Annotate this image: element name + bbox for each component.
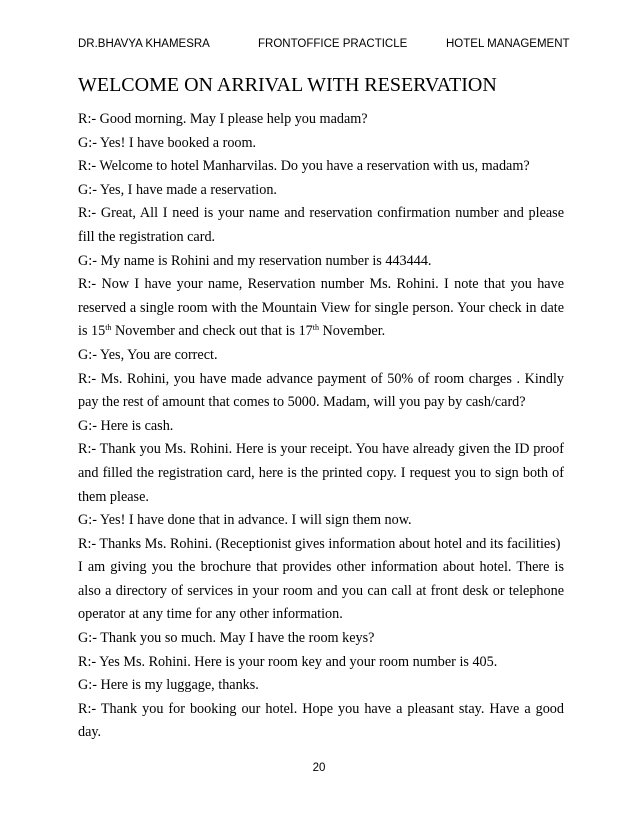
dialogue-line: R:- Thank you Ms. Rohini. Here is your receipt. You have already given the ID proof and filled the registration card, here is the printed copy. I request you to sign both of them please. [78, 441, 564, 505]
dialogue-line: G:- Here is cash. [78, 417, 174, 434]
dialogue-line [78, 273, 564, 344]
header-subject: FRONTOFFICE PRACTICLE [258, 38, 408, 50]
header-author: DR.BHAVYA KHAMESRA [78, 38, 210, 50]
dialogue-line: R:- Thanks Ms. Rohini. (Receptionist gives information about hotel and its facilities) [78, 535, 561, 552]
dialogue-line: G:- Yes, I have made a reservation. [78, 181, 277, 198]
dialogue-line: R:- Thank you for booking our hotel. Hope you have a pleasant stay. Have a good day. [78, 700, 564, 741]
ordinal-suffix: th [312, 323, 319, 333]
dialogue-line: R:- Good morning. May I please help you madam? [78, 111, 368, 127]
dialogue-line: R:- Ms. Rohini, you have made advance payment of 50% of room charges . Kindly pay the rest of amount that comes to 5000. Madam, will you pay by cash/card? [78, 370, 564, 411]
dialogue-line: G:- Yes, You are correct. [78, 346, 218, 363]
page-title: WELCOME ON ARRIVAL WITH RESERVATION [78, 74, 497, 96]
dialogue-line: I am giving you the brochure that provides other information about hotel. There is also a directory of services in your room and you can call at front desk or telephone operator at any time for any other information. [78, 559, 564, 623]
page-number: 20 [312, 762, 326, 774]
header-course: HOTEL MANAGEMENT [446, 38, 570, 50]
dialogue-line: G:- Here is my luggage, thanks. [78, 677, 259, 694]
dialogue-line: R:- Welcome to hotel Manharvilas. Do you have a reservation with us, madam? [78, 158, 530, 175]
dialogue-line: R:- Yes Ms. Rohini. Here is your room key and your room number is 405. [78, 653, 498, 670]
dialogue-line: G:- Yes! I have done that in advance. I will sign them now. [78, 512, 412, 529]
line-text: November. [319, 323, 386, 340]
line-text: R:- Now I have your name, Reservation number Ms. Rohini. I note that you have reserved a single room with the Mountain View for single person. Your check in date is 15 [78, 276, 564, 340]
page-header [78, 38, 568, 54]
dialogue-line: G:- My name is Rohini and my reservation number is 443444. [78, 252, 432, 269]
dialogue-line: G:- Thank you so much. May I have the room keys? [78, 630, 375, 647]
dialogue-line: R:- Great, All I need is your name and reservation confirmation number and please fill the registration card. [78, 205, 564, 245]
ordinal-suffix: th [105, 323, 112, 333]
line-text: November and check out that is 17 [111, 323, 313, 340]
dialogue-line: G:- Yes! I have booked a room. [78, 134, 257, 151]
dialogue-body [78, 108, 564, 745]
